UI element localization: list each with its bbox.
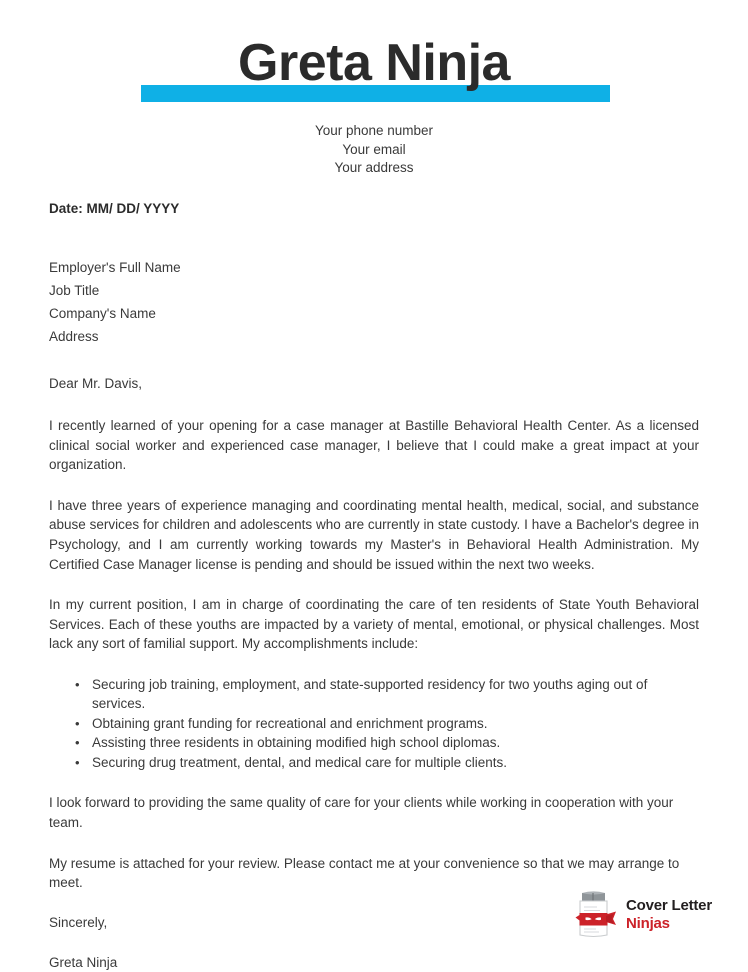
ninja-letter-icon <box>569 889 617 939</box>
contact-email: Your email <box>342 141 406 157</box>
body-paragraph: I recently learned of your opening for a case manager at Bastille Behavioral Health Center. As a licensed clinical social worker and experienced case manager, I believe that I could make a great impact at your organization. <box>49 418 699 473</box>
brand-logo[interactable] <box>569 888 721 940</box>
recipient-line: Employer's Full Name <box>49 260 181 275</box>
accomplishments-list <box>49 675 699 773</box>
signoff: Sincerely, <box>49 914 108 930</box>
signature-name: Greta Ninja <box>49 954 118 970</box>
salutation: Dear Mr. Davis, <box>49 376 143 391</box>
list-item: • Obtaining grant funding for recreational and enrichment programs. <box>92 714 699 734</box>
body-paragraph: In my current position, I am in charge of coordinating the care of ten residents of State Youth Behavioral Services. Each of these youths are impacted by a variety of mental, emotional, or physical challenges. Most lack any sort of familial support. My accomplishments include: <box>49 597 699 652</box>
body-paragraph: My resume is attached for your review. Please contact me at your convenience so that we may arrange to meet. <box>49 855 680 891</box>
recipient-block <box>49 256 699 348</box>
letter-header <box>0 0 748 112</box>
brand-line-1: Cover Letter <box>626 896 712 914</box>
brand-text <box>626 898 712 931</box>
recipient-line: Job Title <box>49 283 100 298</box>
date-line: Date: MM/ DD/ YYYY <box>49 201 180 216</box>
body-paragraph: I have three years of experience managing and coordinating mental health, medical, social, and substance abuse services for children and adolescents who are currently in state custody. I have a Bachelor's degree in Psychology, and I am currently working towards my Master's in Behavioral Health Administration. My Certified Case Manager license is pending and should be issued within the next two weeks. <box>49 497 699 572</box>
contact-phone: Your phone number <box>314 123 434 138</box>
list-item: • Securing job training, employment, and state-supported residency for two youths aging out of services. <box>92 675 699 714</box>
page-title: Greta Ninja <box>238 34 510 92</box>
contact-block <box>0 122 748 178</box>
list-item: • Assisting three residents in obtaining modified high school diplomas. <box>92 733 699 753</box>
body-paragraph: I look forward to providing the same quality of care for your clients while working in cooperation with your team. <box>49 795 674 831</box>
letter-body <box>49 200 699 972</box>
recipient-line: Address <box>49 329 99 344</box>
contact-address: Your address <box>334 160 414 175</box>
list-item: • Securing drug treatment, dental, and medical care for multiple clients. <box>92 753 699 773</box>
recipient-line: Company's Name <box>49 306 156 321</box>
brand-line-2: Ninjas <box>626 914 670 932</box>
